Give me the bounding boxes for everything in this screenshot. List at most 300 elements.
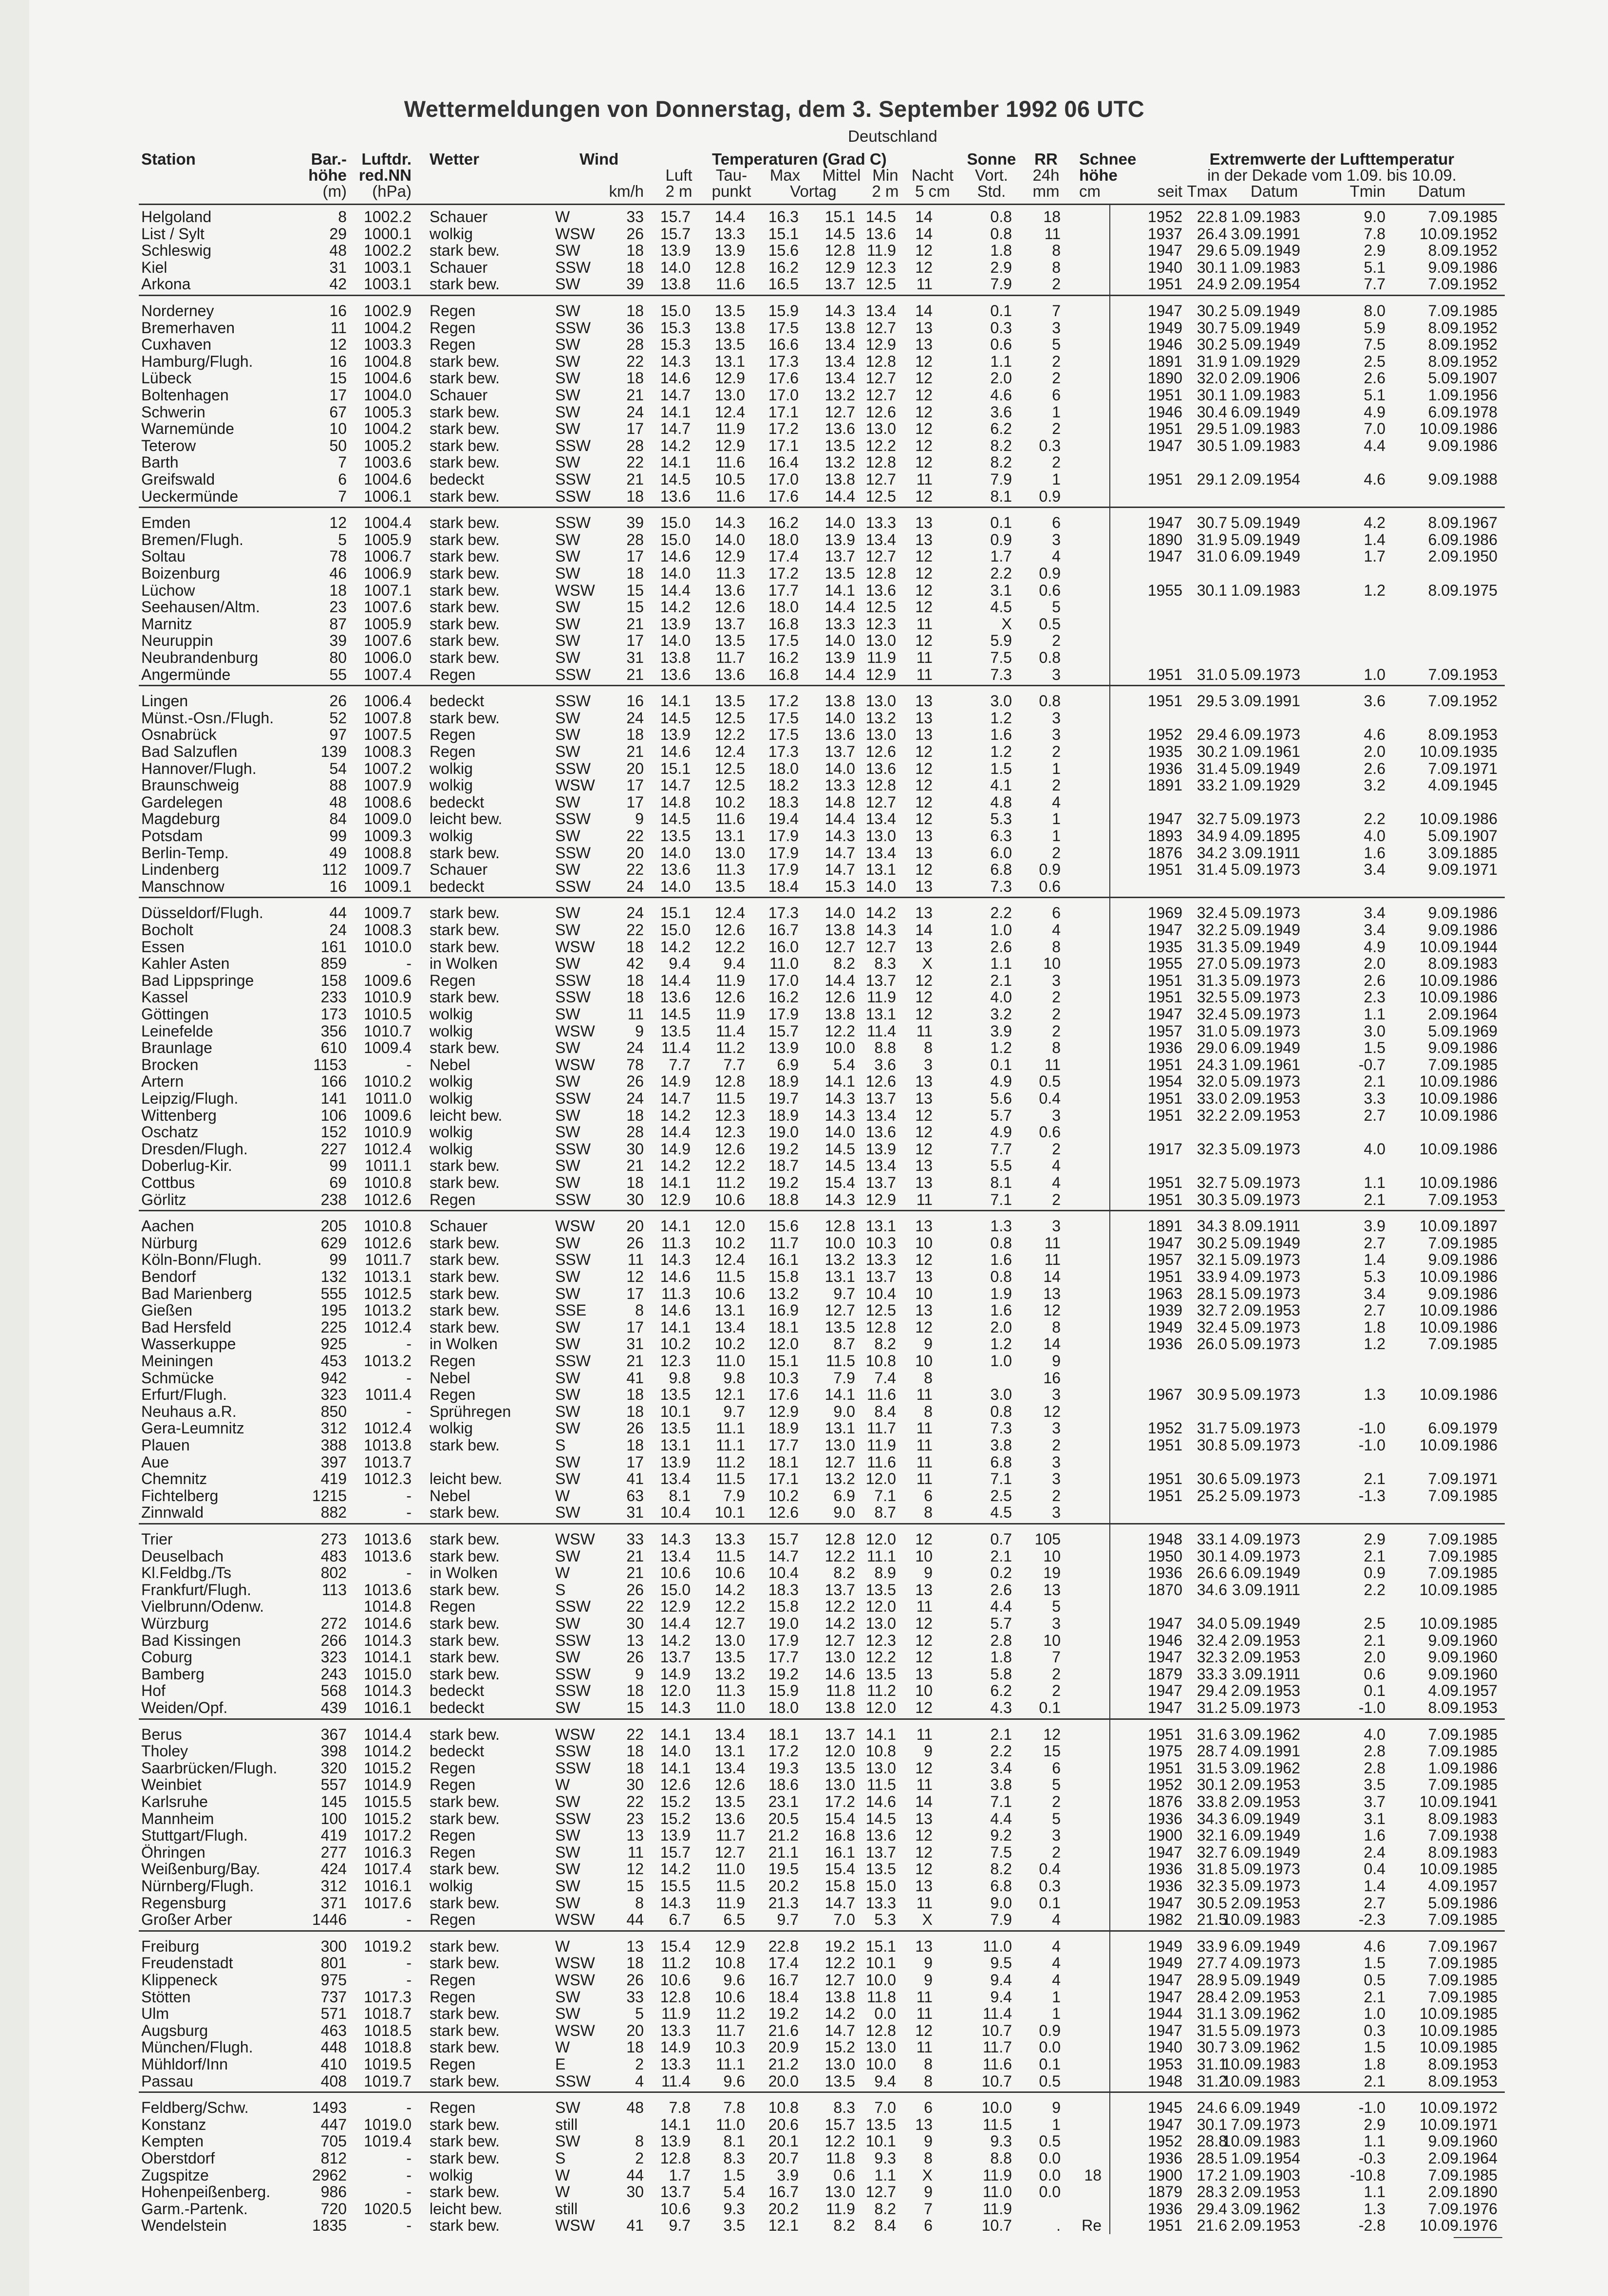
pressure: 1006.9	[364, 565, 411, 582]
sunshine: 10.0	[981, 2099, 1012, 2117]
mean-temp: 8.2	[833, 2217, 855, 2235]
tmin-date: 7.09.1985	[1428, 2166, 1497, 2184]
mean-temp: 14.5	[824, 1157, 855, 1175]
mean-temp: 14.1	[824, 1386, 855, 1404]
min-temp: 11.9	[867, 1436, 896, 1454]
table-row	[0, 1336, 1608, 1352]
night-temp: 11	[916, 1598, 933, 1616]
air-temp: 11.2	[661, 1954, 691, 1972]
tmin-extreme: 2.9	[1364, 1530, 1385, 1548]
sunshine: 1.5	[990, 759, 1012, 777]
sunshine: 3.6	[990, 403, 1012, 421]
wind-direction: SW	[555, 1005, 580, 1023]
tmin-date: 7.09.1985	[1428, 1988, 1497, 2006]
pressure: 1013.2	[364, 1301, 411, 1319]
tmax-extreme: 32.4	[1197, 1631, 1227, 1649]
sunshine: 7.1	[990, 1793, 1012, 1810]
night-temp: 13	[915, 1090, 933, 1107]
air-temp: 10.6	[660, 2200, 691, 2218]
station-name: Hof	[141, 1682, 166, 1700]
night-temp: 12	[915, 632, 933, 650]
table-row	[0, 1302, 1608, 1318]
weather: stark bew.	[430, 565, 500, 582]
tmax-extreme: 27.7	[1197, 1954, 1227, 1972]
pressure: 1004.4	[364, 514, 411, 532]
night-temp: 11	[916, 275, 933, 293]
table-row	[0, 488, 1608, 505]
tmin-date: 10.09.1986	[1419, 1301, 1497, 1319]
tmin-extreme: 1.5	[1364, 1039, 1385, 1057]
night-temp: 13	[915, 1217, 933, 1235]
header-luft-temp-1: Luft	[665, 166, 692, 184]
night-temp: 13	[915, 1157, 933, 1175]
tmin-extreme: 2.1	[1364, 1631, 1385, 1649]
min-temp: 9.3	[874, 2149, 896, 2167]
station-name: Leinefelde	[141, 1022, 213, 1040]
sunshine: 3.1	[990, 581, 1012, 599]
tmin-date: 7.09.1938	[1428, 1826, 1497, 1844]
weather: Regen	[430, 971, 476, 989]
weather: wolkig	[430, 1073, 473, 1091]
tmax-date: 1.09.1983	[1231, 258, 1300, 276]
tmax-extreme: 32.7	[1197, 1174, 1227, 1191]
tmin-date: 7.09.1953	[1428, 665, 1497, 683]
wind-direction: SW	[555, 1284, 580, 1302]
station-name: Mühldorf/Inn	[141, 2055, 228, 2073]
since-year: 1951	[1147, 1436, 1182, 1454]
wind-direction: WSW	[555, 225, 595, 243]
night-temp: 12	[915, 1843, 933, 1861]
tmin-date: 8.09.1952	[1428, 336, 1497, 354]
min-temp: 13.4	[865, 530, 896, 548]
wind-speed: 22	[626, 1793, 644, 1810]
tmin-extreme: -0.7	[1358, 1055, 1385, 1073]
table-row	[0, 794, 1608, 810]
max-temp: 18.1	[768, 1318, 799, 1336]
air-temp: 15.0	[660, 1581, 691, 1599]
group-separator	[139, 2091, 1505, 2093]
barometer-height: 448	[320, 2038, 347, 2056]
precipitation: 6	[1052, 514, 1061, 532]
tmin-date: 9.09.1986	[1428, 1284, 1497, 1302]
since-year: 1951	[1147, 1268, 1182, 1285]
wind-speed: 24	[626, 709, 644, 727]
table-row	[0, 1666, 1608, 1682]
weather: stark bew.	[430, 1547, 500, 1565]
wind-speed: 22	[626, 921, 644, 939]
dew-point: 12.8	[714, 1073, 745, 1091]
table-row	[0, 1386, 1608, 1403]
min-temp: 0.0	[874, 2005, 896, 2023]
tmin-extreme: 0.3	[1364, 2021, 1385, 2039]
station-name: Stötten	[141, 1988, 191, 2006]
tmin-extreme: 2.7	[1364, 1106, 1385, 1124]
barometer-height: 439	[320, 1699, 347, 1716]
table-row	[0, 1285, 1608, 1302]
wind-direction: SW	[555, 2099, 580, 2117]
mean-temp: 7.0	[833, 1911, 855, 1929]
wind-speed: 18	[626, 1386, 644, 1404]
tmin-date: 6.09.1978	[1428, 403, 1497, 421]
tmin-extreme: 4.6	[1364, 726, 1385, 744]
sunshine: 4.4	[990, 1598, 1012, 1616]
barometer-height: 2962	[312, 2166, 347, 2184]
night-temp: 13	[915, 514, 933, 532]
min-temp: 12.8	[865, 453, 896, 471]
barometer-height: 17	[329, 386, 347, 404]
mean-temp: 14.4	[824, 971, 855, 989]
wind-direction: SW	[555, 453, 580, 471]
night-temp: 13	[915, 904, 933, 922]
since-year: 1935	[1147, 743, 1182, 760]
wind-speed: 18	[626, 369, 644, 387]
tmax-date: 5.09.1973	[1231, 1318, 1300, 1336]
station-name: Bad Salzuflen	[141, 743, 238, 760]
mean-temp: 13.8	[824, 692, 855, 710]
wind-direction: SW	[555, 827, 580, 845]
pressure: 1013.8	[364, 1436, 411, 1454]
mean-temp: 17.2	[824, 1793, 855, 1810]
header-tmax: Tmax	[1187, 182, 1227, 200]
tmin-extreme: 2.9	[1364, 2115, 1385, 2133]
wind-direction: SW	[555, 1699, 580, 1716]
max-temp: 17.9	[768, 861, 799, 879]
wind-direction: W	[555, 1776, 570, 1794]
max-temp: 17.4	[768, 1954, 799, 1972]
precipitation: 2	[1052, 1005, 1061, 1023]
air-temp: 10.1	[660, 1402, 691, 1420]
tmin-extreme: 1.1	[1364, 2183, 1385, 2201]
wind-direction: WSW	[555, 1530, 595, 1548]
mean-temp: 14.7	[824, 844, 855, 862]
weather: stark bew.	[430, 1631, 500, 1649]
weather: Regen	[430, 1988, 476, 2006]
pressure: 1011.0	[365, 1090, 411, 1107]
tmax-extreme: 34.6	[1197, 1581, 1227, 1599]
tmax-date: 3.09.1962	[1231, 2005, 1300, 2023]
station-name: Kl.Feldbg./Ts	[141, 1564, 231, 1582]
sunshine: 1.2	[990, 1039, 1012, 1057]
min-temp: 13.6	[865, 225, 896, 243]
table-row	[0, 320, 1608, 336]
min-temp: 13.5	[865, 2115, 896, 2133]
night-temp: 12	[915, 810, 933, 828]
tmax-extreme: 29.4	[1197, 726, 1227, 744]
precipitation: 2	[1052, 352, 1061, 370]
air-temp: 12.0	[660, 1682, 691, 1700]
tmin-extreme: 1.7	[1364, 547, 1385, 565]
dew-point: 11.7	[716, 649, 745, 666]
wind-speed: 24	[626, 403, 644, 421]
max-temp: 19.0	[768, 1615, 799, 1632]
wind-speed: 21	[626, 1352, 644, 1370]
mean-temp: 13.5	[824, 436, 855, 454]
precipitation: 2	[1052, 1140, 1061, 1158]
weather: Nebel	[430, 1487, 470, 1505]
dew-point: 11.3	[716, 565, 745, 582]
since-year: 1951	[1147, 1174, 1182, 1191]
weather: leicht bew.	[430, 1470, 503, 1488]
tmin-extreme: 0.6	[1364, 1665, 1385, 1683]
sunshine: 1.1	[990, 955, 1012, 973]
dew-point: 8.3	[723, 2149, 745, 2167]
air-temp: 11.3	[661, 1234, 691, 1252]
wind-speed: 22	[626, 861, 644, 879]
sunshine: 2.5	[990, 1487, 1012, 1505]
min-temp: 12.7	[865, 547, 896, 565]
weather: stark bew.	[430, 1174, 500, 1191]
pressure: 1015.5	[364, 1793, 411, 1810]
station-name: Garm.-Partenk.	[141, 2200, 248, 2218]
tmin-extreme: 2.1	[1364, 1073, 1385, 1091]
wind-direction: W	[555, 2166, 570, 2184]
night-temp: 11	[916, 1470, 933, 1488]
mean-temp: 14.5	[824, 225, 855, 243]
tmin-date: 2.09.1964	[1428, 2149, 1497, 2167]
min-temp: 13.7	[865, 1268, 896, 1285]
mean-temp: 13.1	[824, 1268, 855, 1285]
mean-temp: 13.8	[824, 1699, 855, 1716]
tmax-extreme: 31.3	[1197, 971, 1227, 989]
min-temp: 12.7	[865, 369, 896, 387]
min-temp: 13.0	[865, 420, 896, 438]
barometer-height: 859	[320, 955, 347, 973]
max-temp: 16.2	[768, 988, 799, 1006]
air-temp: 14.9	[660, 1073, 691, 1091]
weather: stark bew.	[430, 1793, 500, 1810]
weather: Regen	[430, 1971, 476, 1989]
sunshine: 5.9	[990, 632, 1012, 650]
dew-point: 12.6	[714, 1140, 745, 1158]
weather: stark bew.	[430, 547, 500, 565]
table-row	[0, 922, 1608, 938]
min-temp: 13.7	[865, 1174, 896, 1191]
weather: wolkig	[430, 1123, 473, 1141]
min-temp: 11.8	[867, 1988, 896, 2006]
tmin-date: 7.09.1985	[1428, 1725, 1497, 1743]
air-temp: 14.5	[660, 1005, 691, 1023]
tmin-date: 9.09.1960	[1428, 1631, 1497, 1649]
mean-temp: 13.7	[824, 743, 855, 760]
barometer-height: 31	[329, 258, 347, 276]
max-temp: 15.9	[768, 302, 799, 320]
precipitation: 3	[1052, 726, 1061, 744]
wind-direction: SSW	[555, 1140, 591, 1158]
barometer-height: 1153	[313, 1055, 347, 1073]
weather: stark bew.	[430, 1268, 500, 1285]
weather: stark bew.	[430, 632, 500, 650]
tmax-extreme: 31.2	[1197, 1699, 1227, 1716]
dew-point: 13.3	[714, 1530, 745, 1548]
min-temp: 13.0	[865, 692, 896, 710]
table-row	[0, 1090, 1608, 1107]
night-temp: 14	[915, 225, 933, 243]
station-name: Meiningen	[141, 1352, 213, 1370]
since-year: 1957	[1147, 1251, 1182, 1269]
tmax-extreme: 24.3	[1197, 1055, 1227, 1073]
sunshine: 2.0	[990, 369, 1012, 387]
tmin-date: 10.09.1972	[1419, 2099, 1497, 2117]
barometer-height: 67	[329, 403, 347, 421]
tmax-date: 2.09.1954	[1231, 470, 1300, 488]
air-temp: 13.9	[660, 615, 691, 633]
precipitation: 13	[1043, 1581, 1061, 1599]
night-temp: X	[922, 1911, 933, 1929]
station-name: Nürnberg/Flugh.	[141, 1877, 254, 1895]
mean-temp: 14.3	[824, 1090, 855, 1107]
max-temp: 17.1	[768, 1470, 799, 1488]
table-row	[0, 2150, 1608, 2166]
night-temp: 9	[924, 1971, 933, 1989]
max-temp: 16.2	[768, 649, 799, 666]
station-name: Marnitz	[141, 615, 192, 633]
table-row	[0, 1174, 1608, 1191]
wind-direction: SW	[555, 1123, 580, 1141]
tmax-date: 2.09.1953	[1231, 1106, 1300, 1124]
pressure: -	[406, 2217, 411, 2235]
pressure: 1009.4	[364, 1039, 411, 1057]
mean-temp: 12.8	[824, 1217, 855, 1235]
precipitation: 0.8	[1039, 649, 1061, 666]
weather: stark bew.	[430, 581, 500, 599]
header-wetter: Wetter	[430, 150, 480, 168]
table-row	[0, 989, 1608, 1005]
air-temp: 14.2	[660, 436, 691, 454]
mean-temp: 12.7	[824, 938, 855, 956]
station-name: Großer Arber	[141, 1911, 232, 1929]
mean-temp: 10.0	[824, 1234, 855, 1252]
since-year: 1944	[1147, 2005, 1182, 2023]
barometer-height: 12	[329, 514, 347, 532]
table-row	[0, 437, 1608, 454]
barometer-height: 5	[338, 530, 347, 548]
air-temp: 15.5	[660, 1877, 691, 1895]
pressure: -	[406, 1564, 411, 1582]
mean-temp: 13.6	[824, 420, 855, 438]
max-temp: 19.2	[768, 1665, 799, 1683]
tmax-extreme: 31.8	[1197, 1860, 1227, 1878]
air-temp: 14.3	[660, 1530, 691, 1548]
barometer-height: 15	[329, 369, 347, 387]
air-temp: 11.3	[661, 1284, 691, 1302]
night-temp: X	[922, 2166, 933, 2184]
weather: in Wolken	[430, 1564, 498, 1582]
tmin-extreme: -0.3	[1358, 2149, 1385, 2167]
sunshine: 5.6	[990, 1090, 1012, 1107]
since-year: 1951	[1147, 971, 1182, 989]
tmax-extreme: 29.6	[1197, 242, 1227, 260]
air-temp: 13.6	[660, 988, 691, 1006]
table-row	[0, 1743, 1608, 1759]
barometer-height: 272	[320, 1615, 347, 1632]
tmin-extreme: 1.0	[1364, 2005, 1385, 2023]
precipitation: 8	[1052, 258, 1061, 276]
sunshine: 1.2	[990, 743, 1012, 760]
table-row	[0, 1420, 1608, 1436]
dew-point: 12.3	[714, 1123, 745, 1141]
tmin-extreme: 4.0	[1364, 1140, 1385, 1158]
night-temp: 12	[915, 1826, 933, 1844]
tmax-date: 3.09.1911	[1232, 844, 1300, 862]
precipitation: 0.5	[1039, 1073, 1061, 1091]
group-separator	[139, 1523, 1505, 1524]
air-temp: 13.5	[660, 1419, 691, 1437]
max-temp: 17.9	[768, 844, 799, 862]
weather: stark bew.	[430, 598, 500, 616]
wind-speed: 21	[626, 1564, 644, 1582]
dew-point: 10.3	[714, 2038, 745, 2056]
sunshine: 6.3	[990, 827, 1012, 845]
since-year: 1946	[1147, 1631, 1182, 1649]
dew-point: 12.0	[714, 1217, 745, 1235]
pressure: 1006.0	[364, 649, 411, 666]
tmax-date: 6.09.1949	[1231, 1937, 1300, 1955]
wind-direction: SSW	[555, 1251, 591, 1269]
station-name: Trier	[141, 1530, 173, 1548]
sunshine: 1.6	[990, 1301, 1012, 1319]
mean-temp: 13.1	[824, 1419, 855, 1437]
table-row	[0, 2056, 1608, 2072]
dew-point: 11.9	[716, 1894, 745, 1912]
tmin-extreme: 2.2	[1364, 1581, 1385, 1599]
tmin-date: 7.09.1985	[1428, 1055, 1497, 1073]
max-temp: 17.6	[768, 1386, 799, 1404]
max-temp: 18.2	[768, 776, 799, 794]
precipitation: 0.5	[1039, 615, 1061, 633]
wind-speed: 22	[626, 827, 644, 845]
pressure: 1008.8	[364, 844, 411, 862]
min-temp: 11.1	[867, 1547, 896, 1565]
dew-point: 12.4	[714, 743, 745, 760]
weather: stark bew.	[430, 1318, 500, 1336]
night-temp: 6	[924, 1487, 933, 1505]
since-year: 1947	[1147, 242, 1182, 260]
since-year: 1879	[1147, 2183, 1182, 2201]
sunshine: 2.8	[990, 1631, 1012, 1649]
min-temp: 12.0	[865, 1699, 896, 1716]
weather: stark bew.	[430, 1894, 500, 1912]
min-temp: 13.7	[865, 1090, 896, 1107]
tmin-extreme: 7.8	[1364, 225, 1385, 243]
night-temp: 10	[915, 1547, 933, 1565]
weather: stark bew.	[430, 844, 500, 862]
weather: stark bew.	[430, 1809, 500, 1827]
tmax-date: 5.09.1949	[1231, 921, 1300, 939]
dew-point: 11.9	[716, 420, 745, 438]
tmax-date: 1.09.1983	[1231, 386, 1300, 404]
tmin-date: 2.09.1950	[1428, 547, 1497, 565]
tmin-extreme: 0.9	[1364, 1564, 1385, 1582]
precipitation: 8	[1052, 938, 1061, 956]
sunshine: 0.8	[990, 1234, 1012, 1252]
min-temp: 12.7	[865, 2183, 896, 2201]
wind-speed: 8	[635, 1894, 644, 1912]
tmax-extreme: 28.4	[1197, 1988, 1227, 2006]
sunshine: 3.8	[990, 1436, 1012, 1454]
air-temp: 13.8	[660, 275, 691, 293]
table-row	[0, 1251, 1608, 1268]
tmax-extreme: 30.1	[1197, 581, 1227, 599]
station-name: Gardelegen	[141, 793, 223, 811]
min-temp: 12.9	[865, 336, 896, 354]
tmax-extreme: 27.0	[1197, 955, 1227, 973]
weather: stark bew.	[430, 2115, 500, 2133]
tmax-date: 10.09.1983	[1222, 2072, 1300, 2090]
dew-point: 10.2	[714, 1234, 745, 1252]
header-tau-2: punkt	[711, 182, 751, 200]
station-name: Greifswald	[141, 470, 215, 488]
station-name: Bad Lippspringe	[141, 971, 254, 989]
